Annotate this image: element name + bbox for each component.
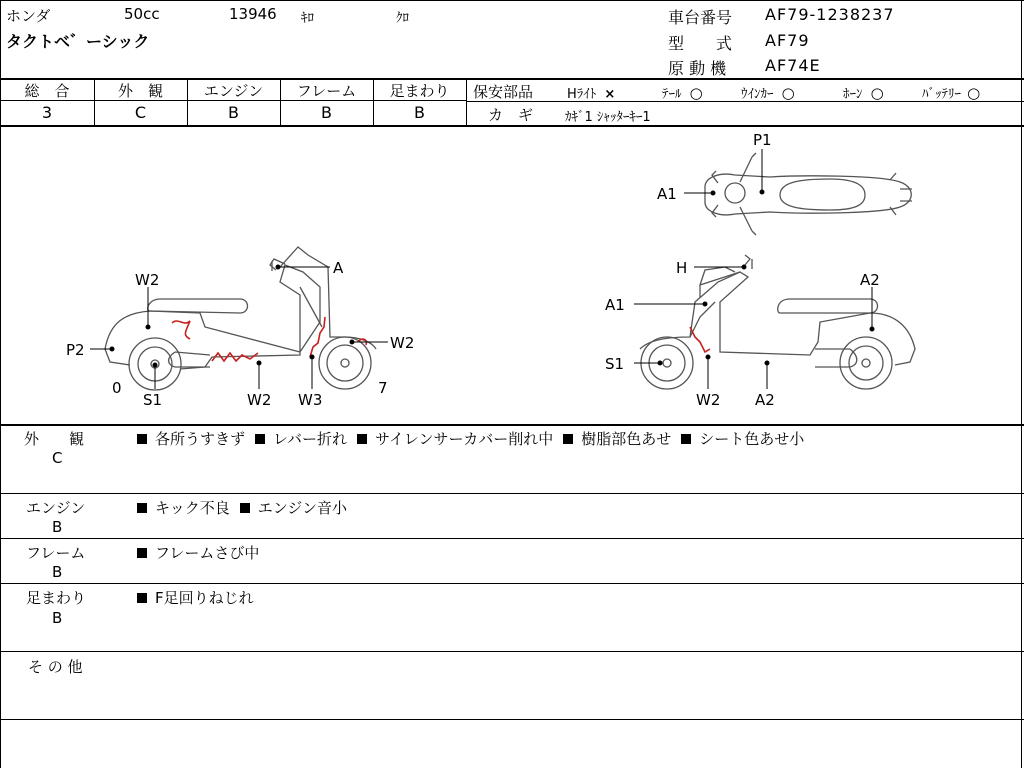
mileage-unit: ｷﾛ — [301, 11, 314, 26]
grade-label-frame: フレーム — [296, 82, 357, 100]
detail-notes-frame — [137, 542, 269, 563]
mileage: 13946 — [229, 5, 277, 23]
bullet-icon — [240, 503, 250, 513]
label-zero: 0 — [112, 379, 122, 397]
details-divider-3 — [0, 583, 1024, 584]
safety-item-mark: × — [604, 87, 616, 102]
bullet-icon — [357, 434, 367, 444]
grade-value-exterior: C — [134, 103, 147, 122]
label-s1-right: S1 — [605, 355, 625, 373]
detail-grade-frame: B — [52, 563, 63, 581]
detail-category-frame: フレーム — [26, 544, 86, 562]
label-s1-left: S1 — [143, 391, 163, 409]
safety-item-mark: ○ — [781, 84, 795, 102]
detail-notes-engine — [137, 497, 357, 518]
bullet-icon — [563, 434, 573, 444]
grade-value-suspension: B — [414, 103, 425, 122]
grade-value-overall: 3 — [41, 103, 53, 122]
engine-value: AF74E — [765, 56, 821, 75]
detail-note: シート色あせ小 — [699, 430, 805, 448]
detail-note: 各所うすきず — [155, 430, 246, 448]
detail-note: フレームさび中 — [155, 544, 260, 562]
bullet-icon — [681, 434, 691, 444]
grade-label-engine: エンジン — [203, 82, 264, 100]
detail-note: 樹脂部色あせ — [581, 430, 672, 448]
detail-category-suspension: 足まわり — [26, 589, 87, 607]
safety-label: 保安部品 — [473, 83, 534, 101]
detail-note: サイレンサーカバー削れ中 — [374, 430, 554, 448]
color: ｸﾛ — [396, 11, 409, 26]
type-label: 型 式 — [668, 34, 733, 53]
safety-item-horn — [843, 83, 884, 102]
bullet-icon — [137, 593, 147, 603]
bullet-icon — [137, 548, 147, 558]
bullet-icon — [137, 503, 147, 513]
key-value: ｶｷﾞ1 ｼｬｯﾀｰｷｰ1 — [565, 110, 651, 125]
displacement: 50cc — [124, 5, 160, 23]
frame-no-label: 車台番号 — [668, 8, 733, 27]
engine-label: 原 動 機 — [668, 59, 727, 78]
details-divider-4 — [0, 651, 1024, 652]
safety-item-name: ﾎｰﾝ — [843, 87, 863, 102]
grade-value-engine: B — [228, 103, 239, 122]
label-a2-top: A2 — [860, 271, 880, 289]
border-top — [0, 0, 1024, 1]
label-w2-right: W2 — [390, 334, 415, 352]
safety-item-name: Hﾗｲﾄ — [567, 87, 597, 102]
detail-note: キック不良 — [155, 499, 230, 517]
type-value: AF79 — [765, 31, 810, 50]
details-top — [0, 424, 1024, 426]
safety-item-winker — [741, 83, 795, 102]
frame-no: AF79-1238237 — [765, 5, 895, 24]
label-h: H — [676, 259, 688, 277]
safety-item-mark: ○ — [870, 84, 884, 102]
label-a2-bottom: A2 — [755, 391, 775, 409]
label-w3: W3 — [298, 391, 323, 409]
label-p1: P1 — [753, 131, 772, 149]
label-w2-right-view: W2 — [696, 391, 721, 409]
grade-label-exterior: 外 観 — [117, 82, 163, 100]
detail-grade-suspension: B — [52, 609, 63, 627]
safety-item-mark: ○ — [689, 84, 703, 102]
label-p2: P2 — [66, 341, 85, 359]
maker: ホンダ — [6, 7, 51, 25]
label-a1-top: A1 — [657, 185, 677, 203]
safety-item-name: ﾊﾞｯﾃﾘｰ — [922, 87, 961, 102]
label-a1-right: A1 — [605, 296, 625, 314]
detail-notes-suspension — [137, 587, 264, 608]
bullet-icon — [137, 434, 147, 444]
scooter-diagrams — [0, 127, 1024, 425]
detail-grade-engine: B — [52, 518, 63, 536]
damage-mark — [172, 321, 190, 339]
detail-category-other: そ の 他 — [28, 658, 83, 676]
bullet-icon — [255, 434, 265, 444]
detail-note: F足回りねじれ — [155, 589, 254, 607]
detail-grade-exterior: C — [52, 449, 63, 467]
label-w2-top: W2 — [135, 271, 160, 289]
detail-notes-exterior — [137, 428, 814, 449]
safety-item-name: ﾃｰﾙ — [662, 87, 682, 102]
label-seven: 7 — [378, 379, 388, 397]
grade-label-suspension: 足まわり — [389, 82, 450, 100]
grade-divider-5 — [466, 79, 467, 126]
safety-item-name: ｳｲﾝｶｰ — [741, 87, 774, 102]
details-divider-1 — [0, 493, 1024, 494]
model-name: タクトベ゛ーシック — [6, 32, 150, 51]
label-w2-bottom: W2 — [247, 391, 272, 409]
safety-item-mark: ○ — [967, 84, 981, 102]
key-label: カ ギ — [488, 106, 534, 124]
details-divider-5 — [0, 719, 1024, 720]
scooter-top-view — [705, 153, 912, 235]
safety-item-tail — [662, 83, 703, 102]
safety-item-battery — [922, 83, 980, 102]
grade-label-overall: 総 合 — [24, 82, 70, 100]
detail-category-engine: エンジン — [26, 499, 86, 517]
safety-item-headlight — [567, 83, 615, 102]
detail-note: レバー折れ — [273, 430, 347, 448]
detail-note: エンジン音小 — [257, 499, 347, 517]
damage-mark — [310, 317, 325, 357]
grade-value-frame: B — [321, 103, 332, 122]
label-a: A — [333, 259, 344, 277]
details-divider-2 — [0, 538, 1024, 539]
detail-category-exterior: 外 観 — [24, 430, 85, 448]
